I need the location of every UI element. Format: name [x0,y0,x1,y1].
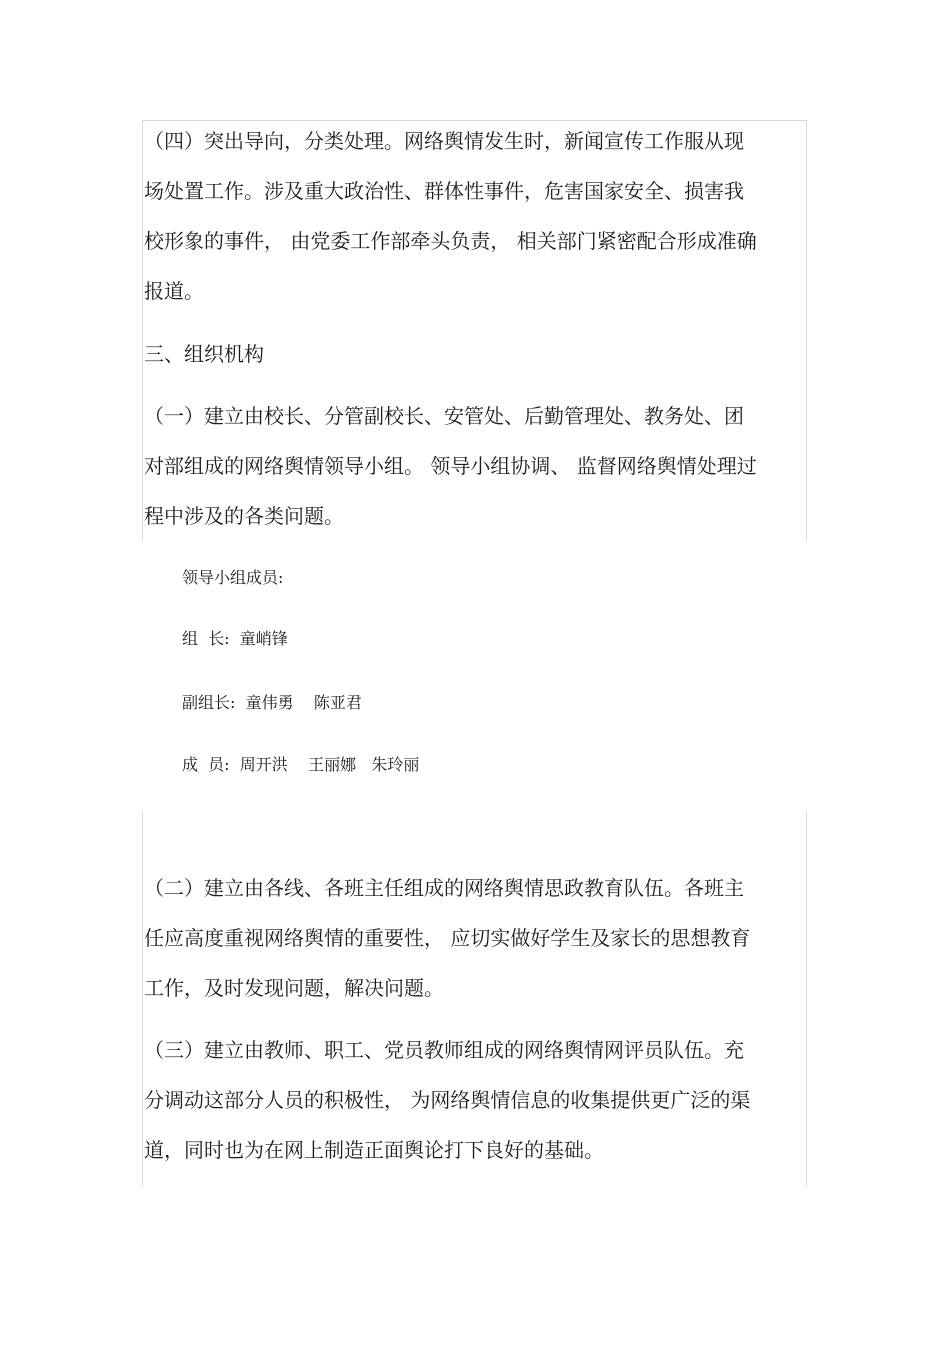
text-line: 程中涉及的各类问题。 [144,504,344,528]
text-line: 任应高度重视网络舆情的重要性， 应切实做好学生及家长的思想教育 [144,926,751,950]
paragraph-section-four [144,116,804,316]
paragraph-item-three [144,1025,804,1175]
heading-organization [144,329,804,379]
leadership-group-title: 领导小组成员: [182,568,284,587]
text-line: （四）突出导向，分类处理。网络舆情发生时，新闻宣传工作服从现 [144,129,744,153]
text-line: 分调动这部分人员的积极性， 为网络舆情信息的收集提供更广泛的渠 [144,1088,751,1112]
text-line: 场处置工作。涉及重大政治性、群体性事件，危害国家安全、损害我 [144,179,744,203]
text-line: 道，同时也为在网上制造正面舆论打下良好的基础。 [144,1138,604,1162]
text-line: （一）建立由校长、分管副校长、安管处、后勤管理处、教务处、团 [144,404,744,428]
heading-text: 三、组织机构 [144,342,264,366]
leadership-group-members: 成 员: 周开洪 王丽娜 朱玲丽 [182,755,420,774]
text-line: （三）建立由教师、职工、党员教师组成的网络舆情网评员队伍。充 [144,1038,744,1062]
text-line: （二）建立由各线、各班主任组成的网络舆情思政教育队伍。各班主 [144,876,744,900]
text-line: 报道。 [144,279,204,303]
leadership-group-deputy: 副组长: 童伟勇 陈亚君 [182,693,362,712]
text-line: 工作，及时发现问题，解决问题。 [144,976,444,1000]
text-line: 对部组成的网络舆情领导小组。 领导小组协调、 监督网络舆情处理过 [144,454,757,478]
paragraph-item-one [144,391,804,541]
paragraph-item-two [144,863,804,1013]
leadership-group-leader: 组 长: 童峭锋 [182,629,288,648]
text-line: 校形象的事件， 由党委工作部牵头负责， 相关部门紧密配合形成准确 [144,229,757,253]
